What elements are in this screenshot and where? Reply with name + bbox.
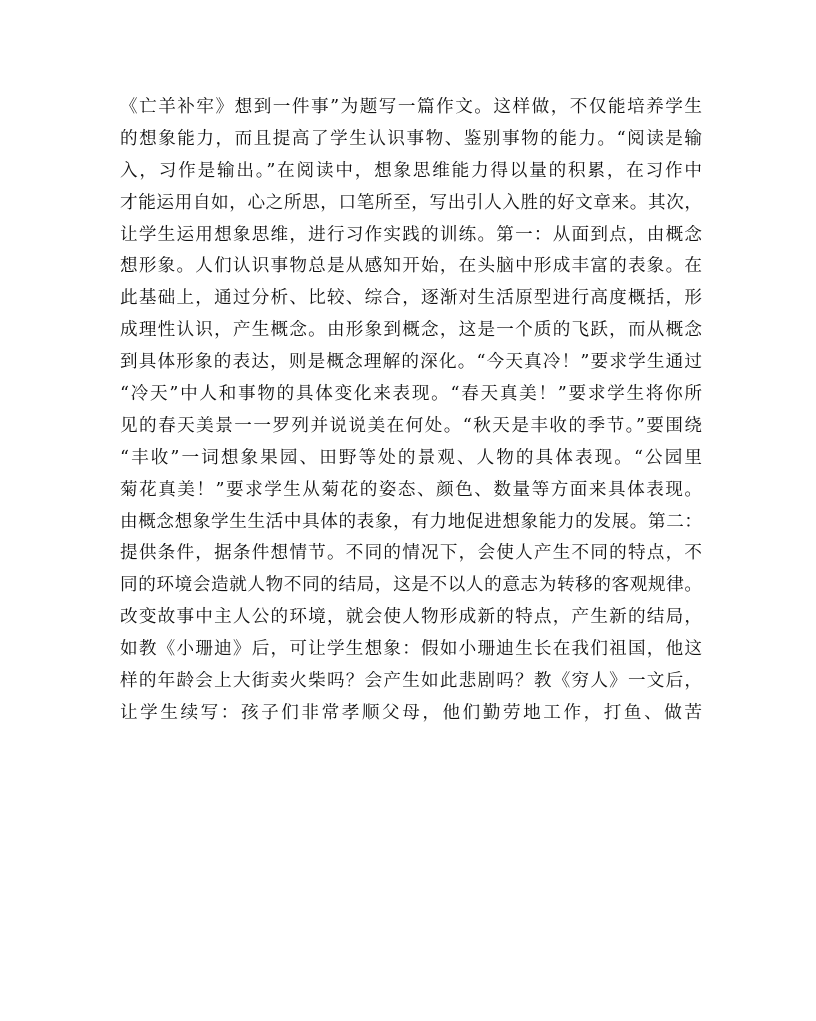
text-line: 的想象能力，而且提高了学生认识事物、鉴别事物的能力。“阅读是输 xyxy=(120,128,702,149)
text-line: 让学生运用想象思维，进行习作实践的训练。第一：从面到点，由概念 xyxy=(120,224,702,245)
text-line: 《亡羊补牢》想到一件事”为题写一篇作文。这样做，不仅能培养学生 xyxy=(120,97,702,117)
text-line: 同的环境会造就人物不同的结局，这是不以人的意志为转移的客观规律。 xyxy=(120,575,702,596)
text-line: 到具体形象的表达，则是概念理解的深化。“今天真冷！”要求学生通过 xyxy=(120,352,702,373)
text-line: “冷天”中人和事物的具体变化来表现。“春天真美！”要求学生将你所 xyxy=(120,384,702,405)
text-line: 入，习作是输出。”在阅读中，想象思维能力得以量的积累，在习作中 xyxy=(120,160,702,181)
text-line: 此基础上，通过分析、比较、综合，逐渐对生活原型进行高度概括，形 xyxy=(120,288,702,309)
text-line: 才能运用自如，心之所思，口笔所至，写出引人入胜的好文章来。其次， xyxy=(120,192,702,213)
text-line: 样的年龄会上大街卖火柴吗？会产生如此悲剧吗？教《穷人》一文后， xyxy=(120,671,702,692)
text-line: 让学生续写：孩子们非常孝顺父母，他们勤劳地工作，打鱼、做苦 xyxy=(120,702,702,723)
text-line: “丰收”一词想象果园、田野等处的景观、人物的具体表现。“公园里 xyxy=(120,447,702,468)
text-line: 菊花真美！”要求学生从菊花的姿态、颜色、数量等方面来具体表现。 xyxy=(120,479,702,500)
text-line: 由概念想象学生生活中具体的表象，有力地促进想象能力的发展。第二： xyxy=(120,511,702,532)
text-line: 成理性认识，产生概念。由形象到概念，这是一个质的飞跃，而从概念 xyxy=(120,320,702,341)
text-line: 见的春天美景一一罗列并说说美在何处。“秋天是丰收的季节。”要围绕 xyxy=(120,415,702,436)
text-line: 改变故事中主人公的环境，就会使人物形成新的特点，产生新的结局， xyxy=(120,607,702,628)
text-line: 提供条件，据条件想情节。不同的情况下，会使人产生不同的特点，不 xyxy=(120,543,702,564)
text-line: 想形象。人们认识事物总是从感知开始，在头脑中形成丰富的表象。在 xyxy=(120,256,702,277)
text-line: 如教《小珊迪》后，可让学生想象：假如小珊迪生长在我们祖国，他这 xyxy=(120,639,702,660)
document-body xyxy=(120,92,702,730)
